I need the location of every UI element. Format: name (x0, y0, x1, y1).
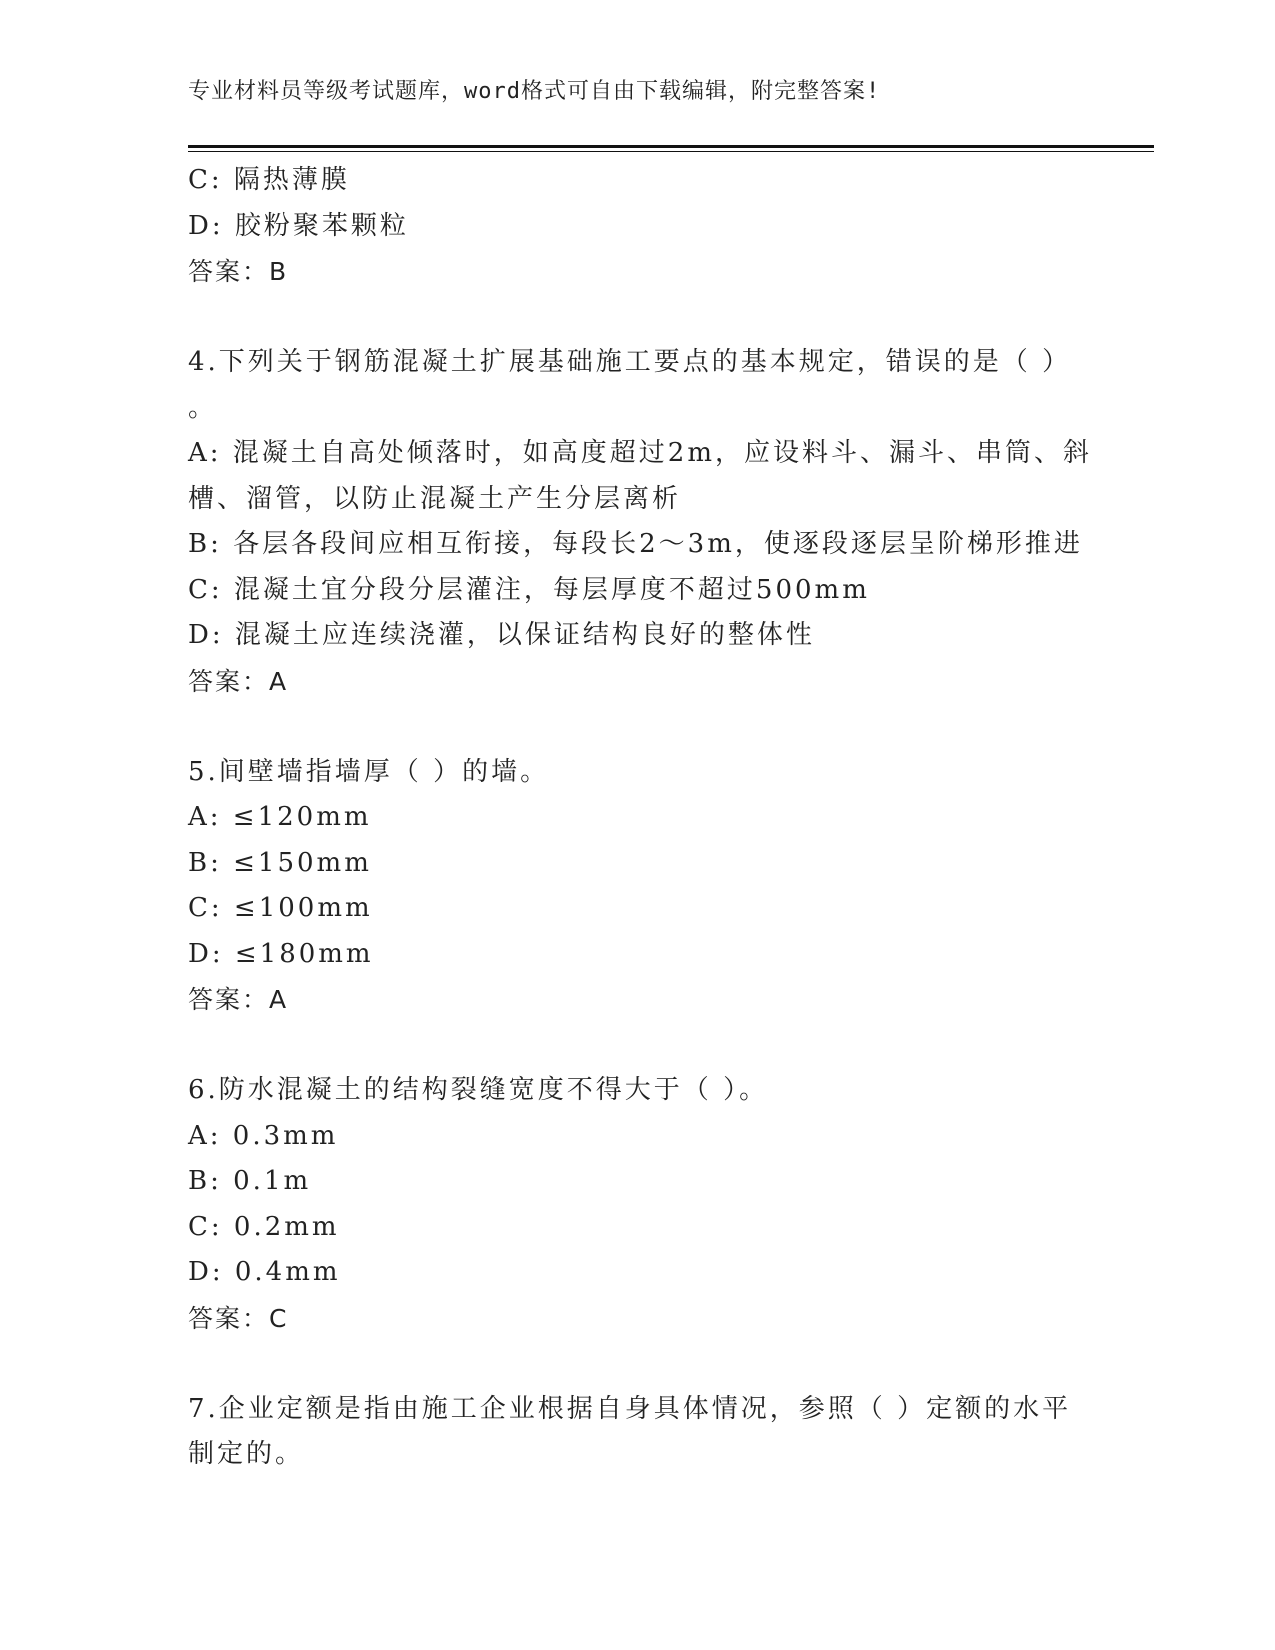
question-stem: 6.防水混凝土的结构裂缝宽度不得大于（ ）。 (188, 1075, 769, 1105)
question-5 (188, 750, 1088, 1023)
page-header: 专业材料员等级考试题库，word格式可自由下载编辑，附完整答案! (188, 79, 881, 104)
spacer (188, 1341, 1088, 1387)
question-stem: 7.企业定额是指由施工企业根据自身具体情况，参照（ ）定额的水平 (188, 1393, 1072, 1424)
question-6 (188, 1068, 1088, 1341)
spacer (188, 1023, 1088, 1069)
option-b: B: 各层各段间应相互衔接，每段长2～3m，使逐段逐层呈阶梯形推进 (188, 529, 1083, 559)
question-stem-continued: 制定的。 (188, 1439, 305, 1469)
question-stem: 5.间壁墙指墙厚（ ）的墙。 (188, 756, 550, 787)
option-a: A: 混凝土自高处倾落时，如高度超过2m，应设料斗、漏斗、串筒、斜 (188, 438, 1092, 468)
option-b: B: ≤150mm (188, 847, 372, 878)
question-4 (188, 340, 1092, 704)
spacer (188, 704, 1088, 750)
answer-label: 答案：B (188, 257, 289, 286)
question-stem: 4.下列关于钢筋混凝土扩展基础施工要点的基本规定，错误的是（ ） (188, 347, 1072, 377)
question-stem-continued: 。 (188, 392, 218, 423)
option-c: C: ≤100mm (188, 893, 373, 923)
question-7 (188, 1387, 1088, 1478)
option-d: D: 混凝土应连续浇灌，以保证结构良好的整体性 (188, 620, 815, 650)
option-a: A: 0.3mm (188, 1120, 339, 1151)
answer-label: 答案：A (188, 985, 289, 1014)
spacer (188, 295, 1088, 341)
header-rule-thick (188, 145, 1154, 148)
option-d: D: ≤180mm (188, 938, 374, 969)
option-d: D: 0.4mm (188, 1257, 341, 1287)
question-content (188, 158, 1092, 1478)
option-c: C: 0.2mm (188, 1211, 340, 1242)
option-d: D: 胶粉聚苯颗粒 (188, 210, 409, 241)
option-a: A: ≤120mm (188, 802, 372, 832)
answer-label: 答案：C (188, 1303, 289, 1333)
option-c: C: 隔热薄膜 (188, 165, 350, 195)
answer-label: 答案：A (188, 666, 289, 696)
option-c: C: 混凝土宜分段分层灌注，每层厚度不超过500mm (188, 574, 870, 605)
header-rule-thin (188, 151, 1154, 152)
option-a-continued: 槽、溜管，以防止混凝土产生分层离析 (188, 483, 682, 514)
previous-question (188, 158, 1088, 295)
option-b: B: 0.1m (188, 1166, 312, 1196)
